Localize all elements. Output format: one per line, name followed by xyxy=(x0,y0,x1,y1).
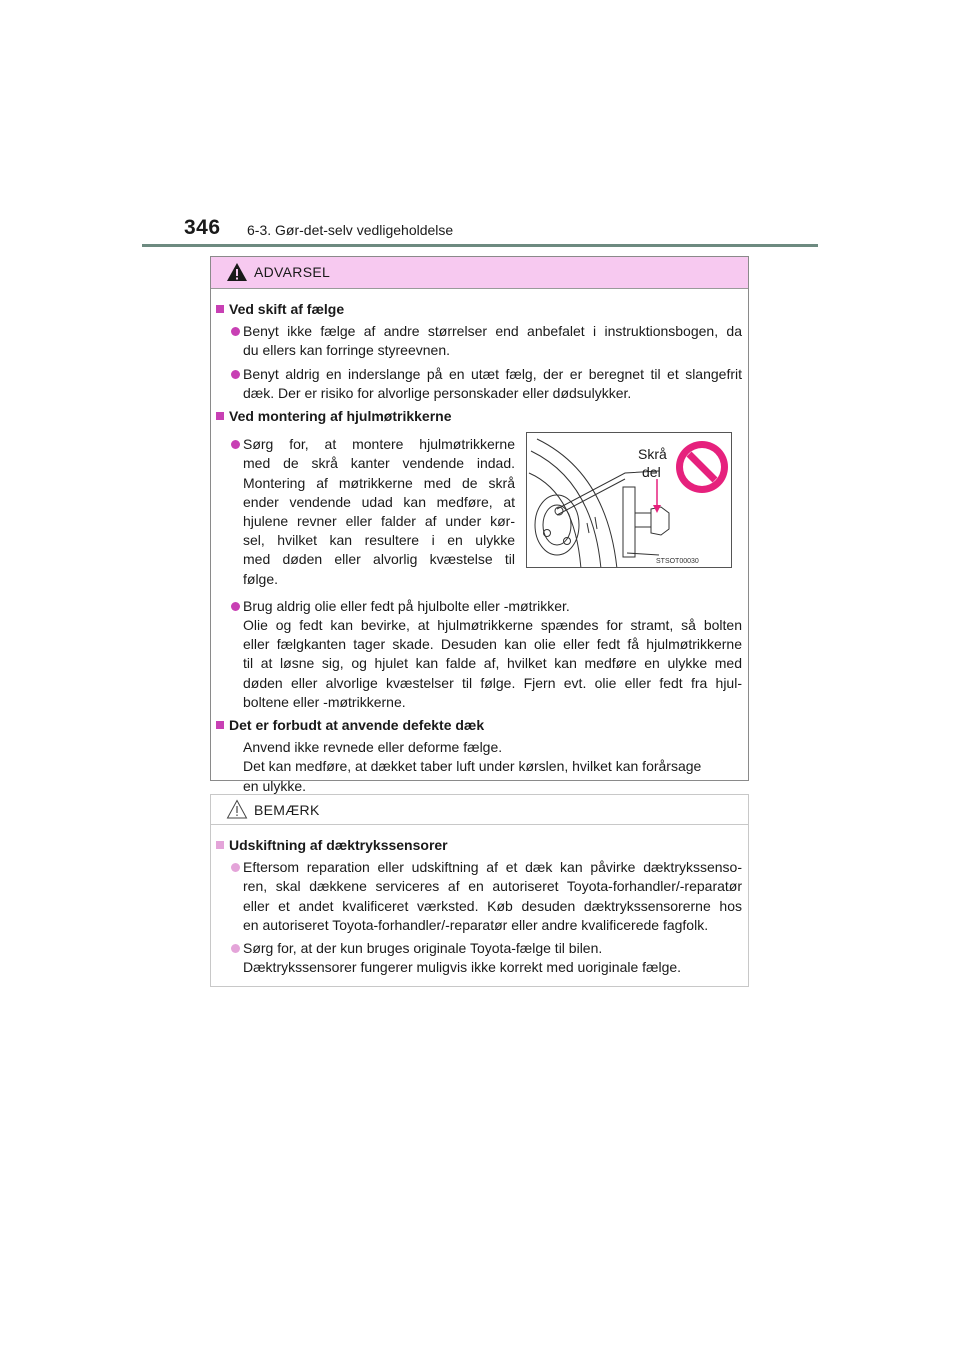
bullet-icon xyxy=(231,944,240,953)
list-item: Sørg for, at montere hjulmøtrikkerne med de skrå kanter vendende indad. Montering af møtrikkerne med de skrå ender vendende udad kan medføre, at hjulene revner eller falder af under kør- sel, hvilket kan resultere i en ulykke med døden eller alvorlig kvæstelse til følge. xyxy=(216,435,515,589)
bullet-icon xyxy=(231,327,240,336)
square-bullet-icon xyxy=(216,721,224,729)
warning-header xyxy=(211,257,748,289)
list-item: Benyt aldrig en inderslange på en utæt fælg, der er beregnet til et slangefrit dæk. Der er risiko for alvorlige personskader eller dødsulykker. xyxy=(216,365,742,403)
figure-code: STSOT00030 xyxy=(656,558,699,565)
page-number: 346 xyxy=(184,216,221,239)
warning-triangle-icon xyxy=(226,262,248,282)
square-bullet-icon xyxy=(216,841,224,849)
wheel-nut-illustration xyxy=(526,432,732,568)
list-item: Benyt ikke fælge af andre størrelser end anbefalet i instruktionsbogen, da du ellers kan forringe styreevnen. xyxy=(216,322,742,360)
section-title: 6-3. Gør-det-selv vedligeholdelse xyxy=(247,222,454,238)
header-divider xyxy=(142,244,818,247)
figure-label: Skrå xyxy=(638,446,667,462)
square-bullet-icon xyxy=(216,412,224,420)
bullet-icon xyxy=(231,440,240,449)
bullet-icon xyxy=(231,370,240,379)
paragraph: Anvend ikke revnede eller deforme fælge. Det kan medføre, at dækket taber luft under kørslen, hvilket kan forårsage en ulykke. xyxy=(243,739,702,794)
arrow-head-icon xyxy=(653,505,661,513)
section-heading: Udskiftning af dæktrykssensorer xyxy=(216,836,742,855)
square-bullet-icon xyxy=(216,305,224,313)
page-header xyxy=(0,0,960,250)
list-item: Brug aldrig olie eller fedt på hjulbolte eller -møtrikker. Olie og fedt kan bevirke, at hjulmøtrikkerne spændes for stramt, så bolten eller fælgkanten tager skade. Desuden kan olie eller fedt få hjulmøtrikkerne til at løsne sig, og hjulet kan falde af, hvilket kan medføre en ulykke med døden eller alvorlige kvæstelser til følge. Fjern evt. olie eller fedt fra hjul- boltene eller -møtrikkerne. xyxy=(216,597,742,712)
list-item: Sørg for, at der kun bruges originale Toyota-fælge til bilen. Dæktrykssensorer fungerer muligvis ikke korrekt med uoriginale fælge. xyxy=(216,939,742,977)
section-heading: Ved montering af hjulmøtrikkerne xyxy=(216,407,742,426)
list-item: Eftersom reparation eller udskiftning af et dæk kan påvirke dæktrykssenso- ren, skal dækkene serviceres af en autoriseret Toyota-forhandler/-reparatør eller et andet kvalificeret værksted. Køb desuden dæktrykssensorerne hos en autoriseret Toyota-forhandler/-reparatør eller andre kvalificerede fagfolk. xyxy=(216,858,742,935)
note-header xyxy=(211,795,748,825)
bullet-icon xyxy=(231,602,240,611)
bullet-icon xyxy=(231,863,240,872)
warning-label: ADVARSEL xyxy=(254,264,331,280)
caution-triangle-icon xyxy=(226,799,248,819)
figure-label: del xyxy=(642,464,661,480)
note-box xyxy=(210,794,749,987)
section-heading: Det er forbudt at anvende defekte dæk xyxy=(216,716,742,735)
note-content xyxy=(216,836,742,981)
wheel-hub-drawing xyxy=(527,433,732,568)
note-label: BEMÆRK xyxy=(254,802,320,818)
prohibition-icon xyxy=(676,441,728,493)
section-heading: Ved skift af fælge xyxy=(216,300,742,319)
